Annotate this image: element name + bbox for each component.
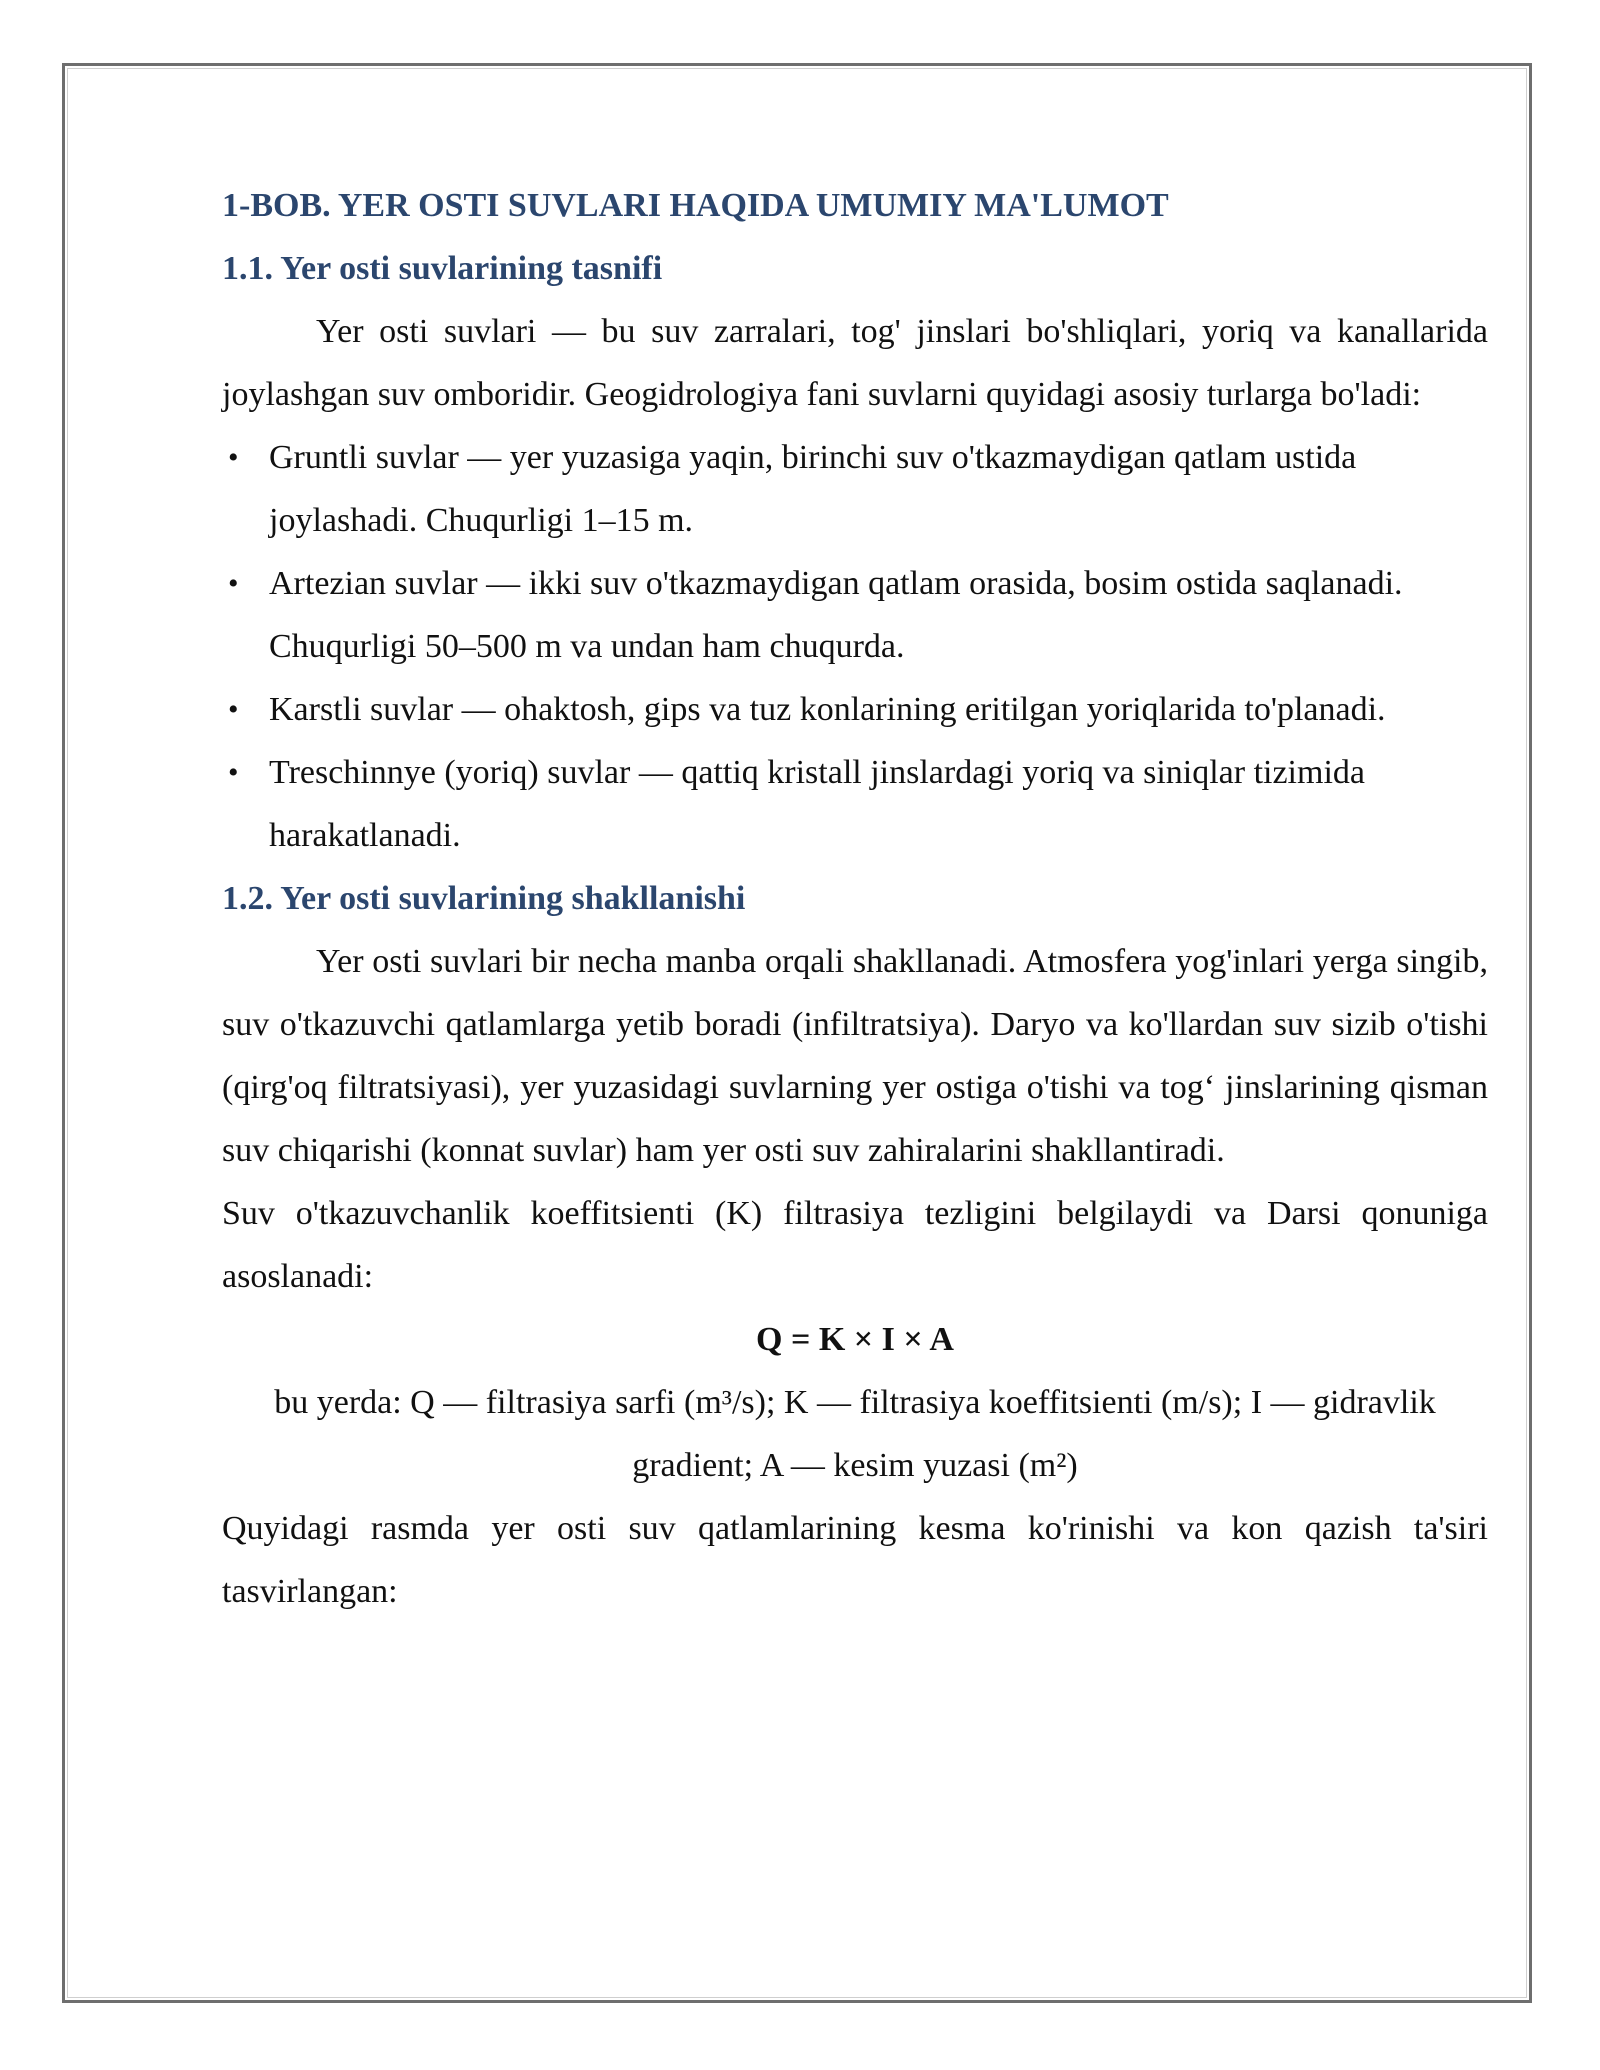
bullet-icon: • — [228, 567, 239, 600]
section-heading-1-2: 1.2. Yer osti suvlarining shakllanishi — [222, 880, 746, 917]
list-item — [222, 552, 1488, 678]
figure-intro-paragraph: Quyidagi rasmda yer osti suv qatlamlarining kesma ko'rinishi va kon qazish ta'siri tasvirlangan: — [222, 1510, 1488, 1610]
formula-description-line-2: gradient; A — kesim yuzasi (m²) — [632, 1447, 1078, 1484]
darcy-formula: Q = K × I × A — [756, 1321, 954, 1358]
formula-description-line-1: bu yerda: Q — filtrasiya sarfi (m³/s); K — filtrasiya koeffitsienti (m/s); I — gidravlik — [274, 1384, 1436, 1421]
list-item-text: Artezian suvlar — ikki suv o'tkazmaydigan qatlam orasida, bosim ostida saqlanadi. Chuqurligi 50–500 m va undan ham chuqurda. — [269, 565, 1403, 665]
section-1-1-intro: Yer osti suvlari — bu suv zarralari, tog' jinslari bo'shliqlari, yoriq va kanallarida joylashgan suv omboridir. Geogidrologiya fani suvlarni quyidagi asosiy turlarga bo'ladi: — [222, 313, 1488, 413]
list-item — [222, 426, 1488, 552]
section-1-2-paragraph: Yer osti suvlari bir necha manba orqali shakllanadi. Atmosfera yog'inlari yerga singib, suv o'tkazuvchi qatlamlarga yetib boradi (infiltratsiya). Daryo va ko'llardan suv sizib o'tishi (qirg'oq filtratsiyasi), yer yuzasidagi suvlarning yer ostiga o'tishi va tog‘ jinslarining qisman suv chiqarishi (konnat suvlar) ham yer osti suv zahiralarini shakllantiradi. — [222, 943, 1488, 1169]
list-item — [222, 678, 1488, 741]
list-item-text: Karstli suvlar — ohaktosh, gips va tuz konlarining eritilgan yoriqlarida to'planadi. — [269, 691, 1386, 728]
chapter-title: 1-BOB. YER OSTI SUVLARI HAQIDA UMUMIY MA'LUMOT — [222, 187, 1169, 224]
darcy-law-paragraph: Suv o'tkazuvchanlik koeffitsienti (K) filtrasiya tezligini belgilaydi va Darsi qonuniga asoslanadi: — [222, 1195, 1488, 1295]
bullet-icon: • — [228, 693, 239, 726]
water-types-list — [222, 426, 1488, 867]
section-heading-1-1: 1.1. Yer osti suvlarining tasnifi — [222, 250, 663, 287]
document-body — [222, 174, 1488, 1623]
bullet-icon: • — [228, 441, 239, 474]
bullet-icon: • — [228, 756, 239, 789]
list-item-text: Treschinnye (yoriq) suvlar — qattiq kristall jinslardagi yoriq va siniqlar tizimida harakatlanadi. — [269, 754, 1365, 854]
list-item — [222, 741, 1488, 867]
list-item-text: Gruntli suvlar — yer yuzasiga yaqin, birinchi suv o'tkazmaydigan qatlam ustida joylashadi. Chuqurligi 1–15 m. — [269, 439, 1357, 539]
